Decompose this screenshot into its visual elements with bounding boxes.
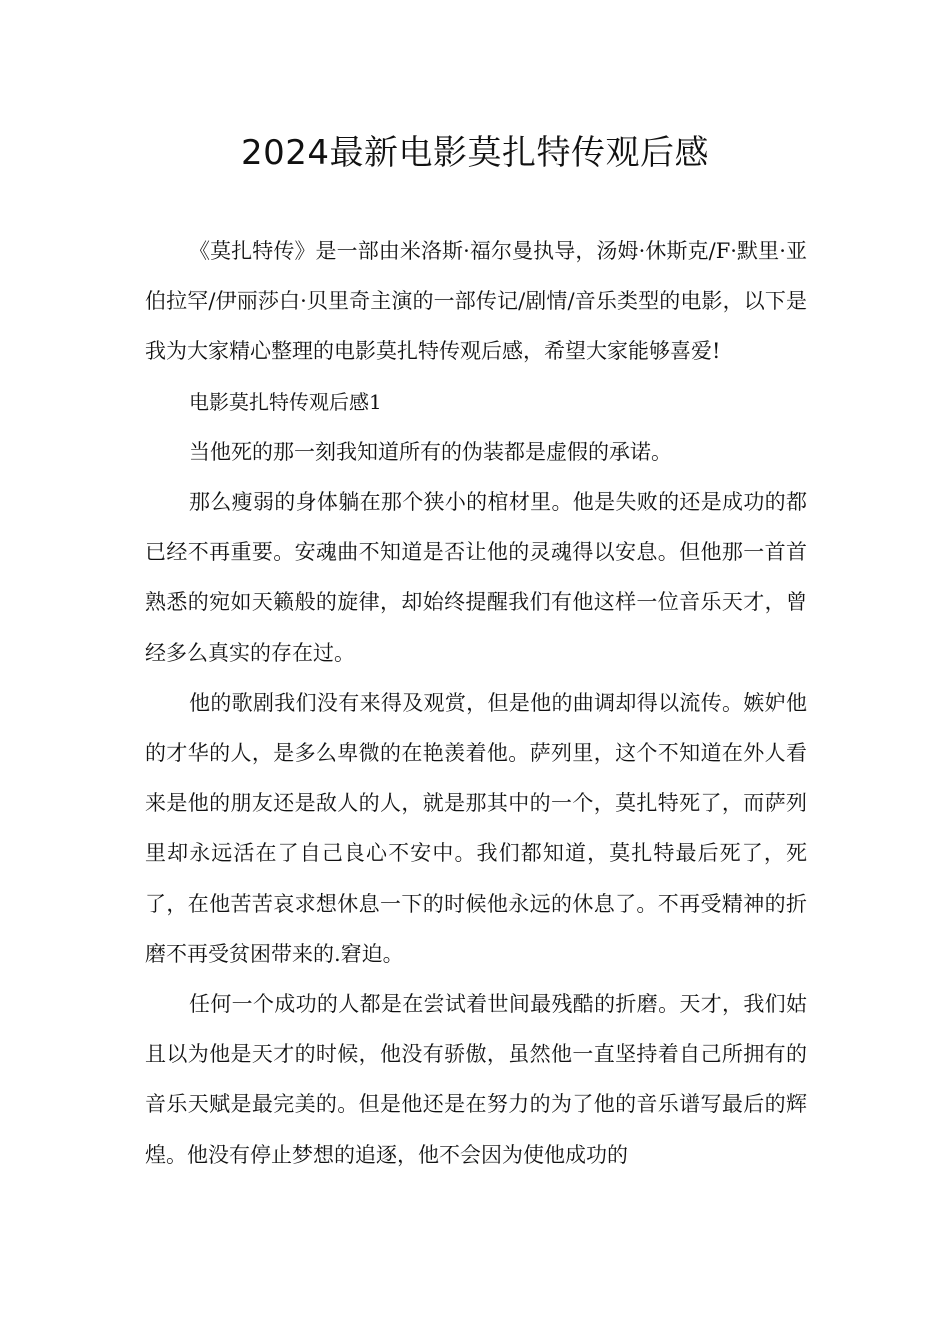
body-paragraph-3: 他的歌剧我们没有来得及观赏，但是他的曲调却得以流传。嫉妒他的才华的人，是多么卑微的在艳羡着他。萨列里，这个不知道在外人看来是他的朋友还是敌人的人，就是那其中的一个，莫扎特死了，而萨列里却永远活在了自己良心不安中。我们都知道，莫扎特最后死了，死了，在他苦苦哀求想休息一下的时候他永远的休息了。不再受精神的折磨不再受贫困带来的.窘迫。: [145, 690, 807, 966]
document-title: 2024最新电影莫扎特传观后感: [240, 133, 710, 173]
body-paragraph-4: 任何一个成功的人都是在尝试着世间最残酷的折磨。天才，我们姑且以为他是天才的时候，他没有骄傲，虽然他一直坚持着自己所拥有的音乐天赋是最完美的。但是他还是在努力的为了他的音乐谱写最后的辉煌。他没有停止梦想的追逐，他不会因为使他成功的: [145, 992, 807, 1167]
body-paragraph-1: 当他死的那一刻我知道所有的伪装都是虚假的承诺。: [189, 439, 672, 464]
intro-paragraph: 《莫扎特传》是一部由米洛斯·福尔曼执导，汤姆·休斯克/F·默里·亚伯拉罕/伊丽莎白·贝里奇主演的一部传记/剧情/音乐类型的电影，以下是我为大家精心整理的电影莫扎特传观后感，希望大家能够喜爱!: [145, 239, 807, 364]
document-body: [145, 226, 807, 1180]
section-heading: 电影莫扎特传观后感1: [189, 389, 382, 414]
body-paragraph-2: 那么瘦弱的身体躺在那个狭小的棺材里。他是失败的还是成功的都已经不再重要。安魂曲不知道是否让他的灵魂得以安息。但他那一首首熟悉的宛如天籁般的旋律，却始终提醒我们有他这样一位音乐天才，曾经多么真实的存在过。: [145, 490, 807, 665]
